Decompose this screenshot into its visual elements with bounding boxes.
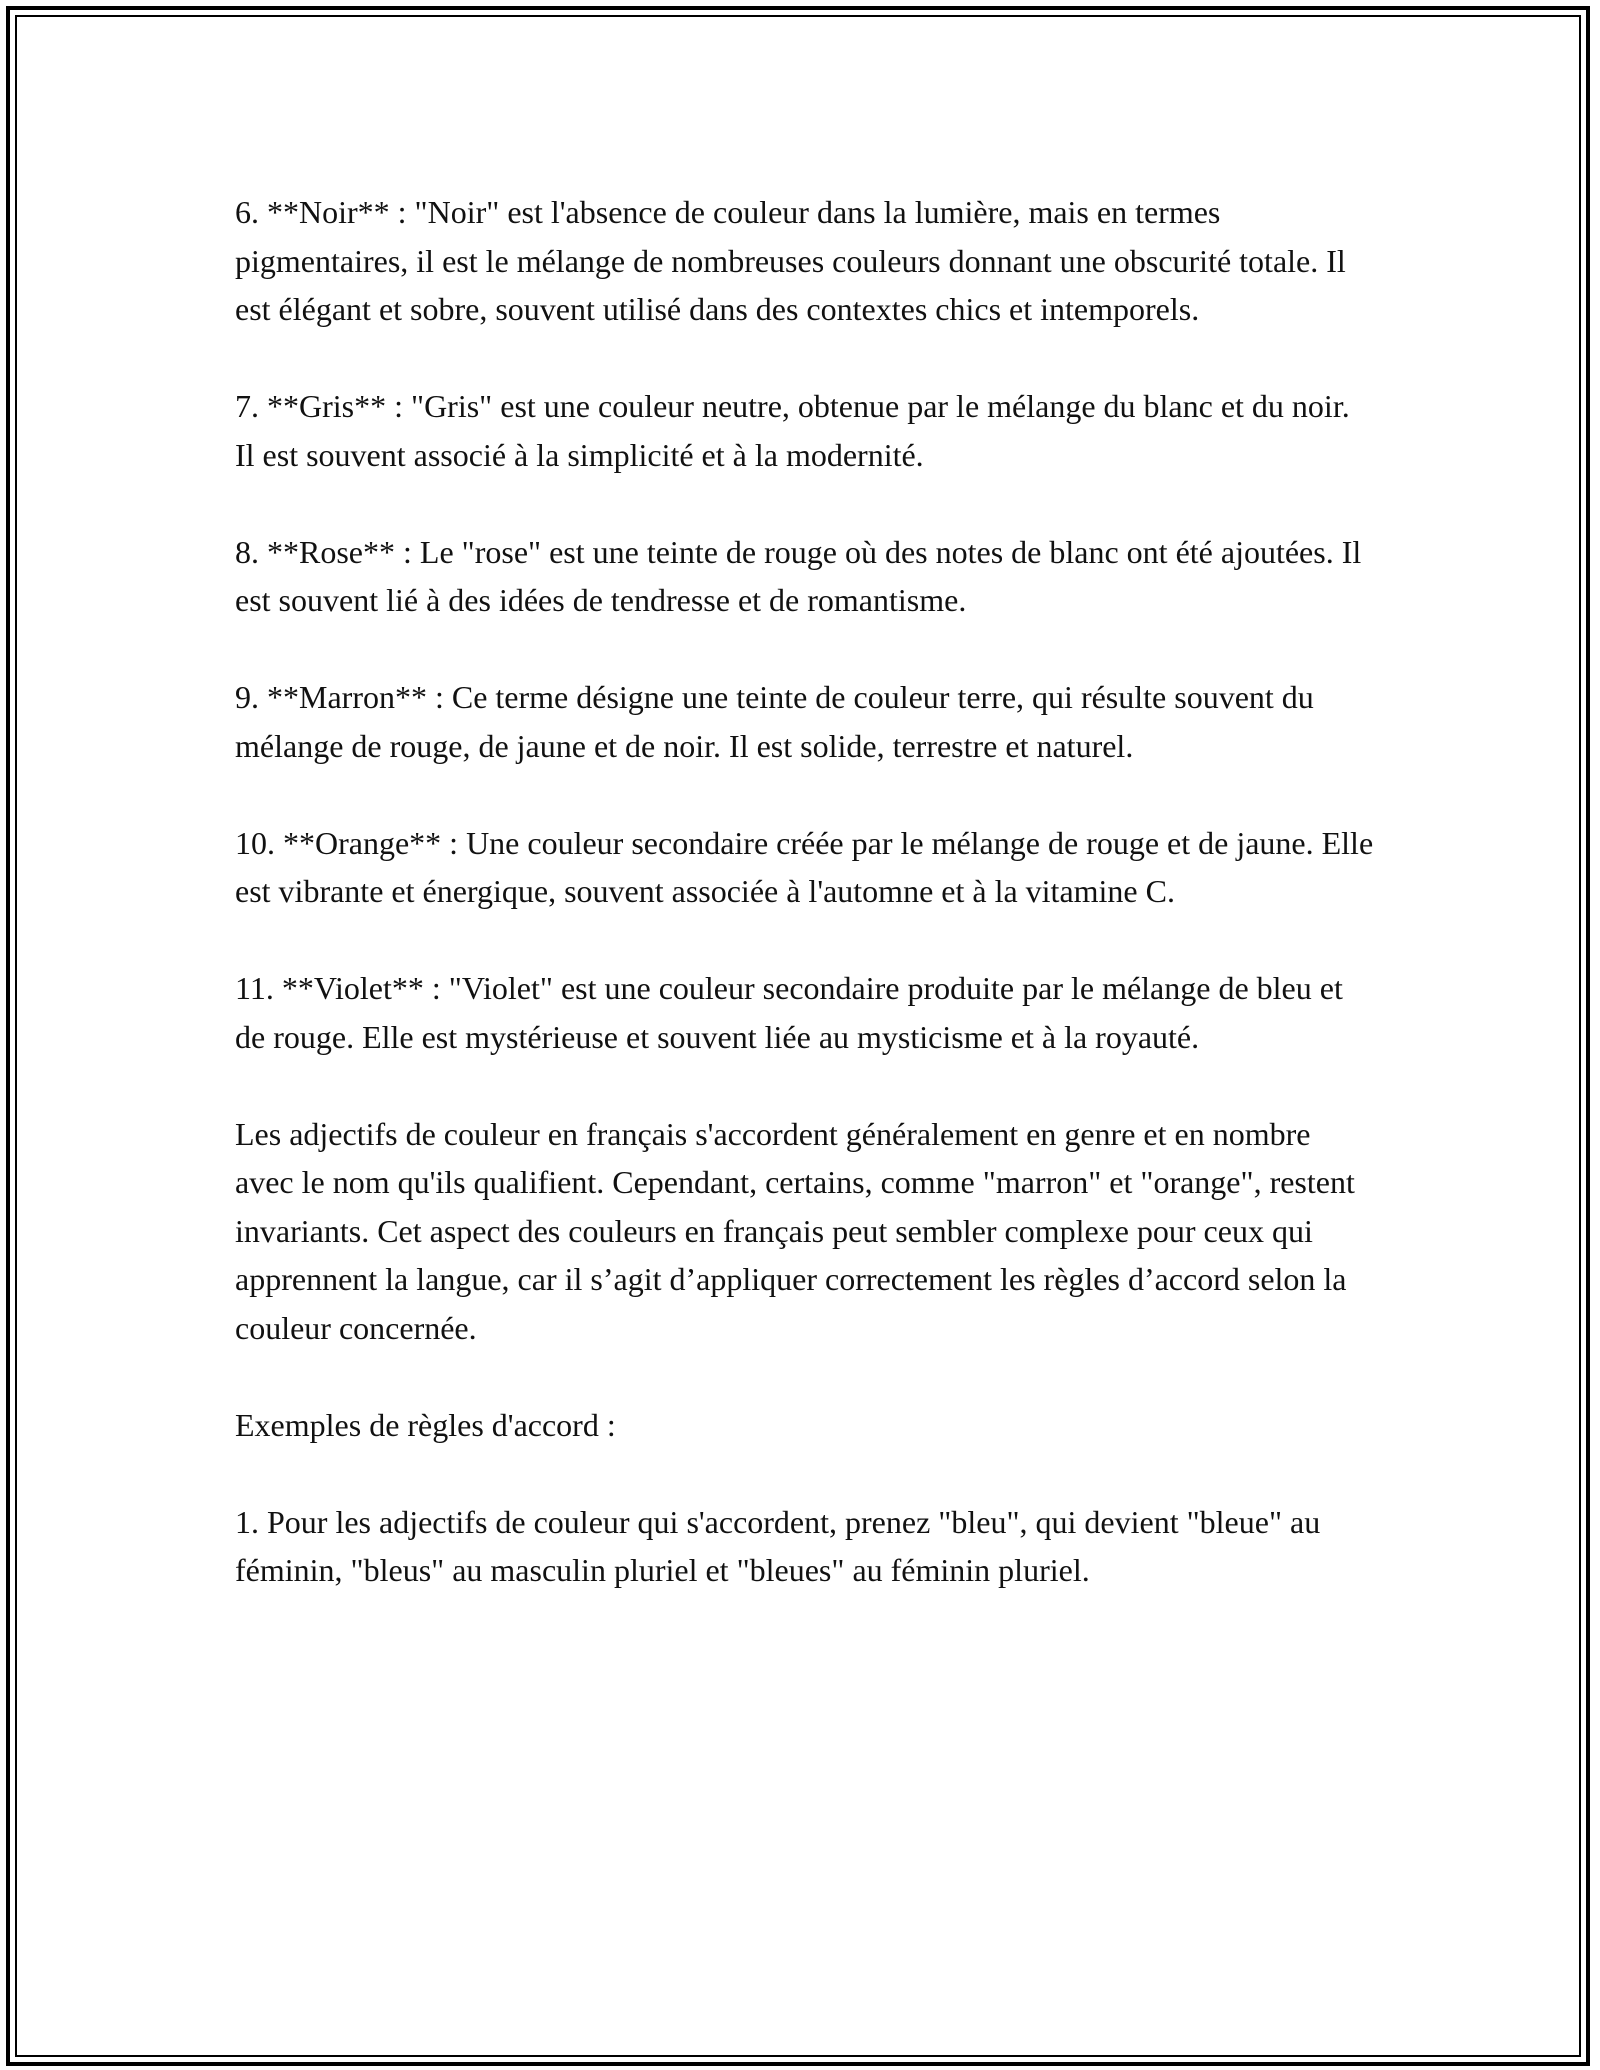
paragraph-accord-rules: Les adjectifs de couleur en français s'accordent généralement en genre et en nombre avec le nom qu'ils qualifient. Cependant, certains, comme "marron" et "orange", restent invariants. Cet aspect des couleurs en français peut sembler complexe pour ceux qui apprennent la langue, car il s’agit d’appliquer correctement les règles d’accord selon la couleur concernée. <box>235 1115 1355 1346</box>
paragraph-marron: 9. **Marron** : Ce terme désigne une teinte de couleur terre, qui résulte souvent du mélange de rouge, de jaune et de noir. Il est solide, terrestre et naturel. <box>235 679 1314 764</box>
paragraph-gris: 7. **Gris** : "Gris" est une couleur neutre, obtenue par le mélange du blanc et du noir. Il est souvent associé à la simplicité et à la modernité. <box>235 388 1350 473</box>
paragraph-example-bleu: 1. Pour les adjectifs de couleur qui s'accordent, prenez "bleu", qui devient "bleue" au féminin, "bleus" au masculin pluriel et "bleues" au féminin pluriel. <box>235 1503 1321 1588</box>
paragraph-rose: 8. **Rose** : Le "rose" est une teinte de rouge où des notes de blanc ont été ajoutées. Il est souvent lié à des idées de tendresse et de romantisme. <box>235 533 1362 618</box>
paragraph-violet: 11. **Violet** : "Violet" est une couleur secondaire produite par le mélange de bleu et de rouge. Elle est mystérieuse et souvent liée au mysticisme et à la royauté. <box>235 970 1343 1055</box>
paragraph-noir: 6. **Noir** : "Noir" est l'absence de couleur dans la lumière, mais en termes pigmentaires, il est le mélange de nombreuses couleurs donnant une obscurité totale. Il est élégant et sobre, souvent utilisé dans des contextes chics et intemporels. <box>235 194 1346 327</box>
paragraph-orange: 10. **Orange** : Une couleur secondaire créée par le mélange de rouge et de jaune. Elle est vibrante et énergique, souvent associée à l'automne et à la vitamine C. <box>235 824 1374 909</box>
paragraph-examples-heading: Exemples de règles d'accord : <box>235 1406 616 1443</box>
document-body <box>235 188 1375 1643</box>
